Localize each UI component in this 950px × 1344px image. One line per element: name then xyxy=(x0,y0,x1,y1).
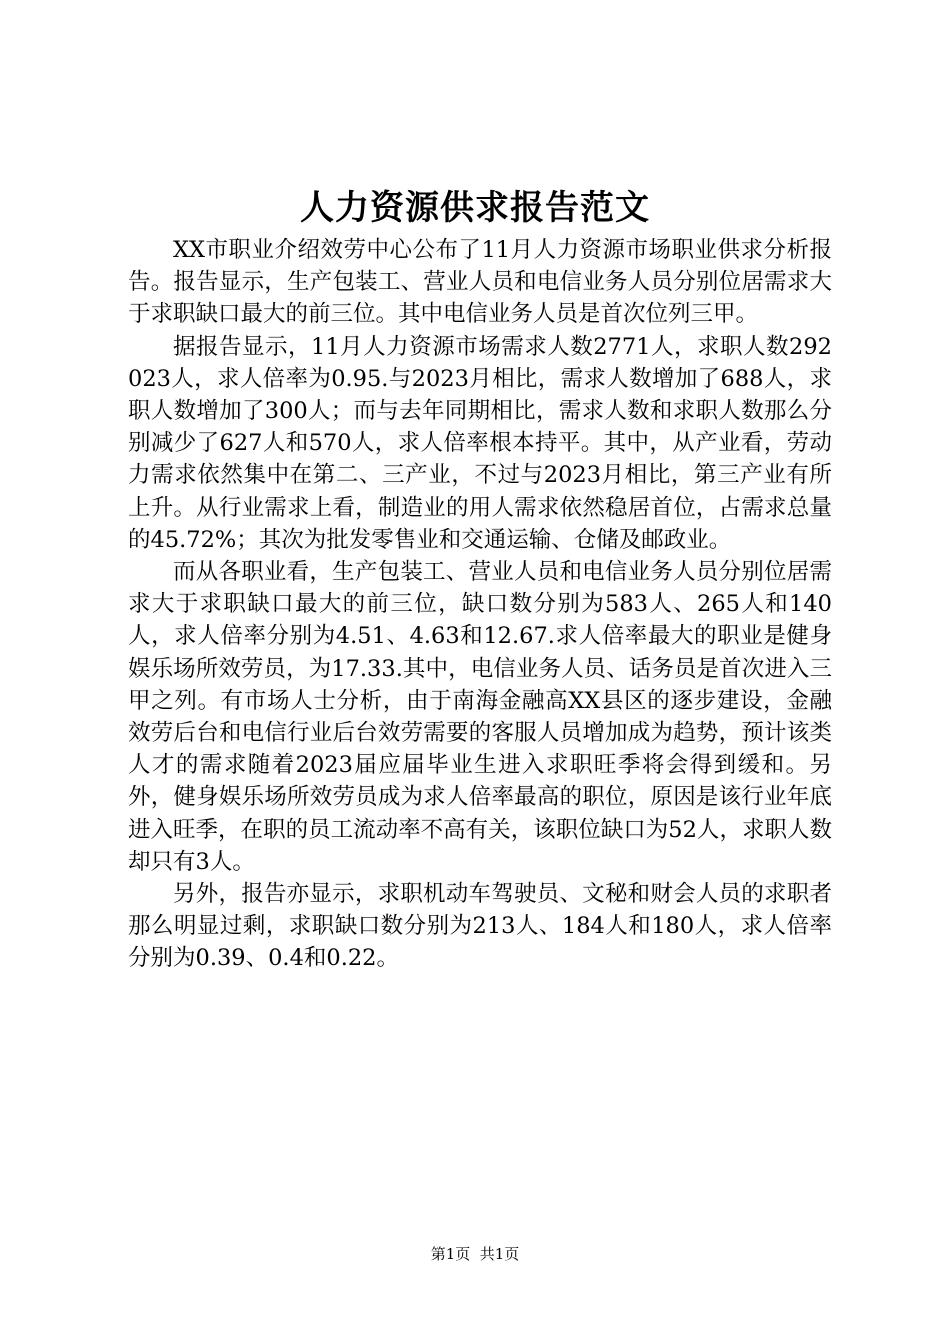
paragraph-1: XX市职业介绍效劳中心公布了11月人力资源市场职业供求分析报告。报告显示，生产包装工、营业人员和电信业务人员分别位居需求大于求职缺口最大的前三位。其中电信业务人员是首次位列三甲。 xyxy=(128,237,832,328)
paragraph-3: 而从各职业看，生产包装工、营业人员和电信业务人员分别位居需求大于求职缺口最大的前三位，缺口数分别为583人、265人和140人，求人倍率分别为4.51、4.63和12.67.求人倍率最大的职业是健身娱乐场所效劳员，为17.33.其中，电信业务人员、话务员是首次进入三甲之列。有市场人士分析，由于南海金融高XX县区的逐步建设，金融效劳后台和电信行业后台效劳需要的客服人员增加成为趋势，预计该类人才的需求随着2023届应届毕业生进入求职旺季将会得到缓和。另外，健身娱乐场所效劳员成为求人倍率最高的职位，原因是该行业年底进入旺季，在职的员工流动率不高有关，该职位缺口为52人，求职人数却只有3人。 xyxy=(128,559,832,875)
page-footer xyxy=(0,1243,950,1265)
page-number: 第1页 共1页 xyxy=(430,1245,520,1263)
paragraph-4: 另外，报告亦显示，求职机动车驾驶员、文秘和财会人员的求职者那么明显过剩，求职缺口数分别为213人、184人和180人，求人倍率分别为0.39、0.4和0.22。 xyxy=(128,881,832,972)
paragraph-2: 据报告显示，11月人力资源市场需求人数2771人，求职人数292023人，求人倍率为0.95.与2023月相比，需求人数增加了688人，求职人数增加了300人；而与去年同期相比，需求人数和求职人数那么分别减少了627人和570人，求人倍率根本持平。其中，从产业看，劳动力需求依然集中在第二、三产业，不过与2023月相比，第三产业有所上升。从行业需求上看，制造业的用人需求依然稳居首位，占需求总量的45.72%；其次为批发零售业和交通运输、仓储及邮政业。 xyxy=(128,333,832,553)
document-body xyxy=(128,234,832,975)
document-title: 人力资源供求报告范文 xyxy=(300,188,650,228)
